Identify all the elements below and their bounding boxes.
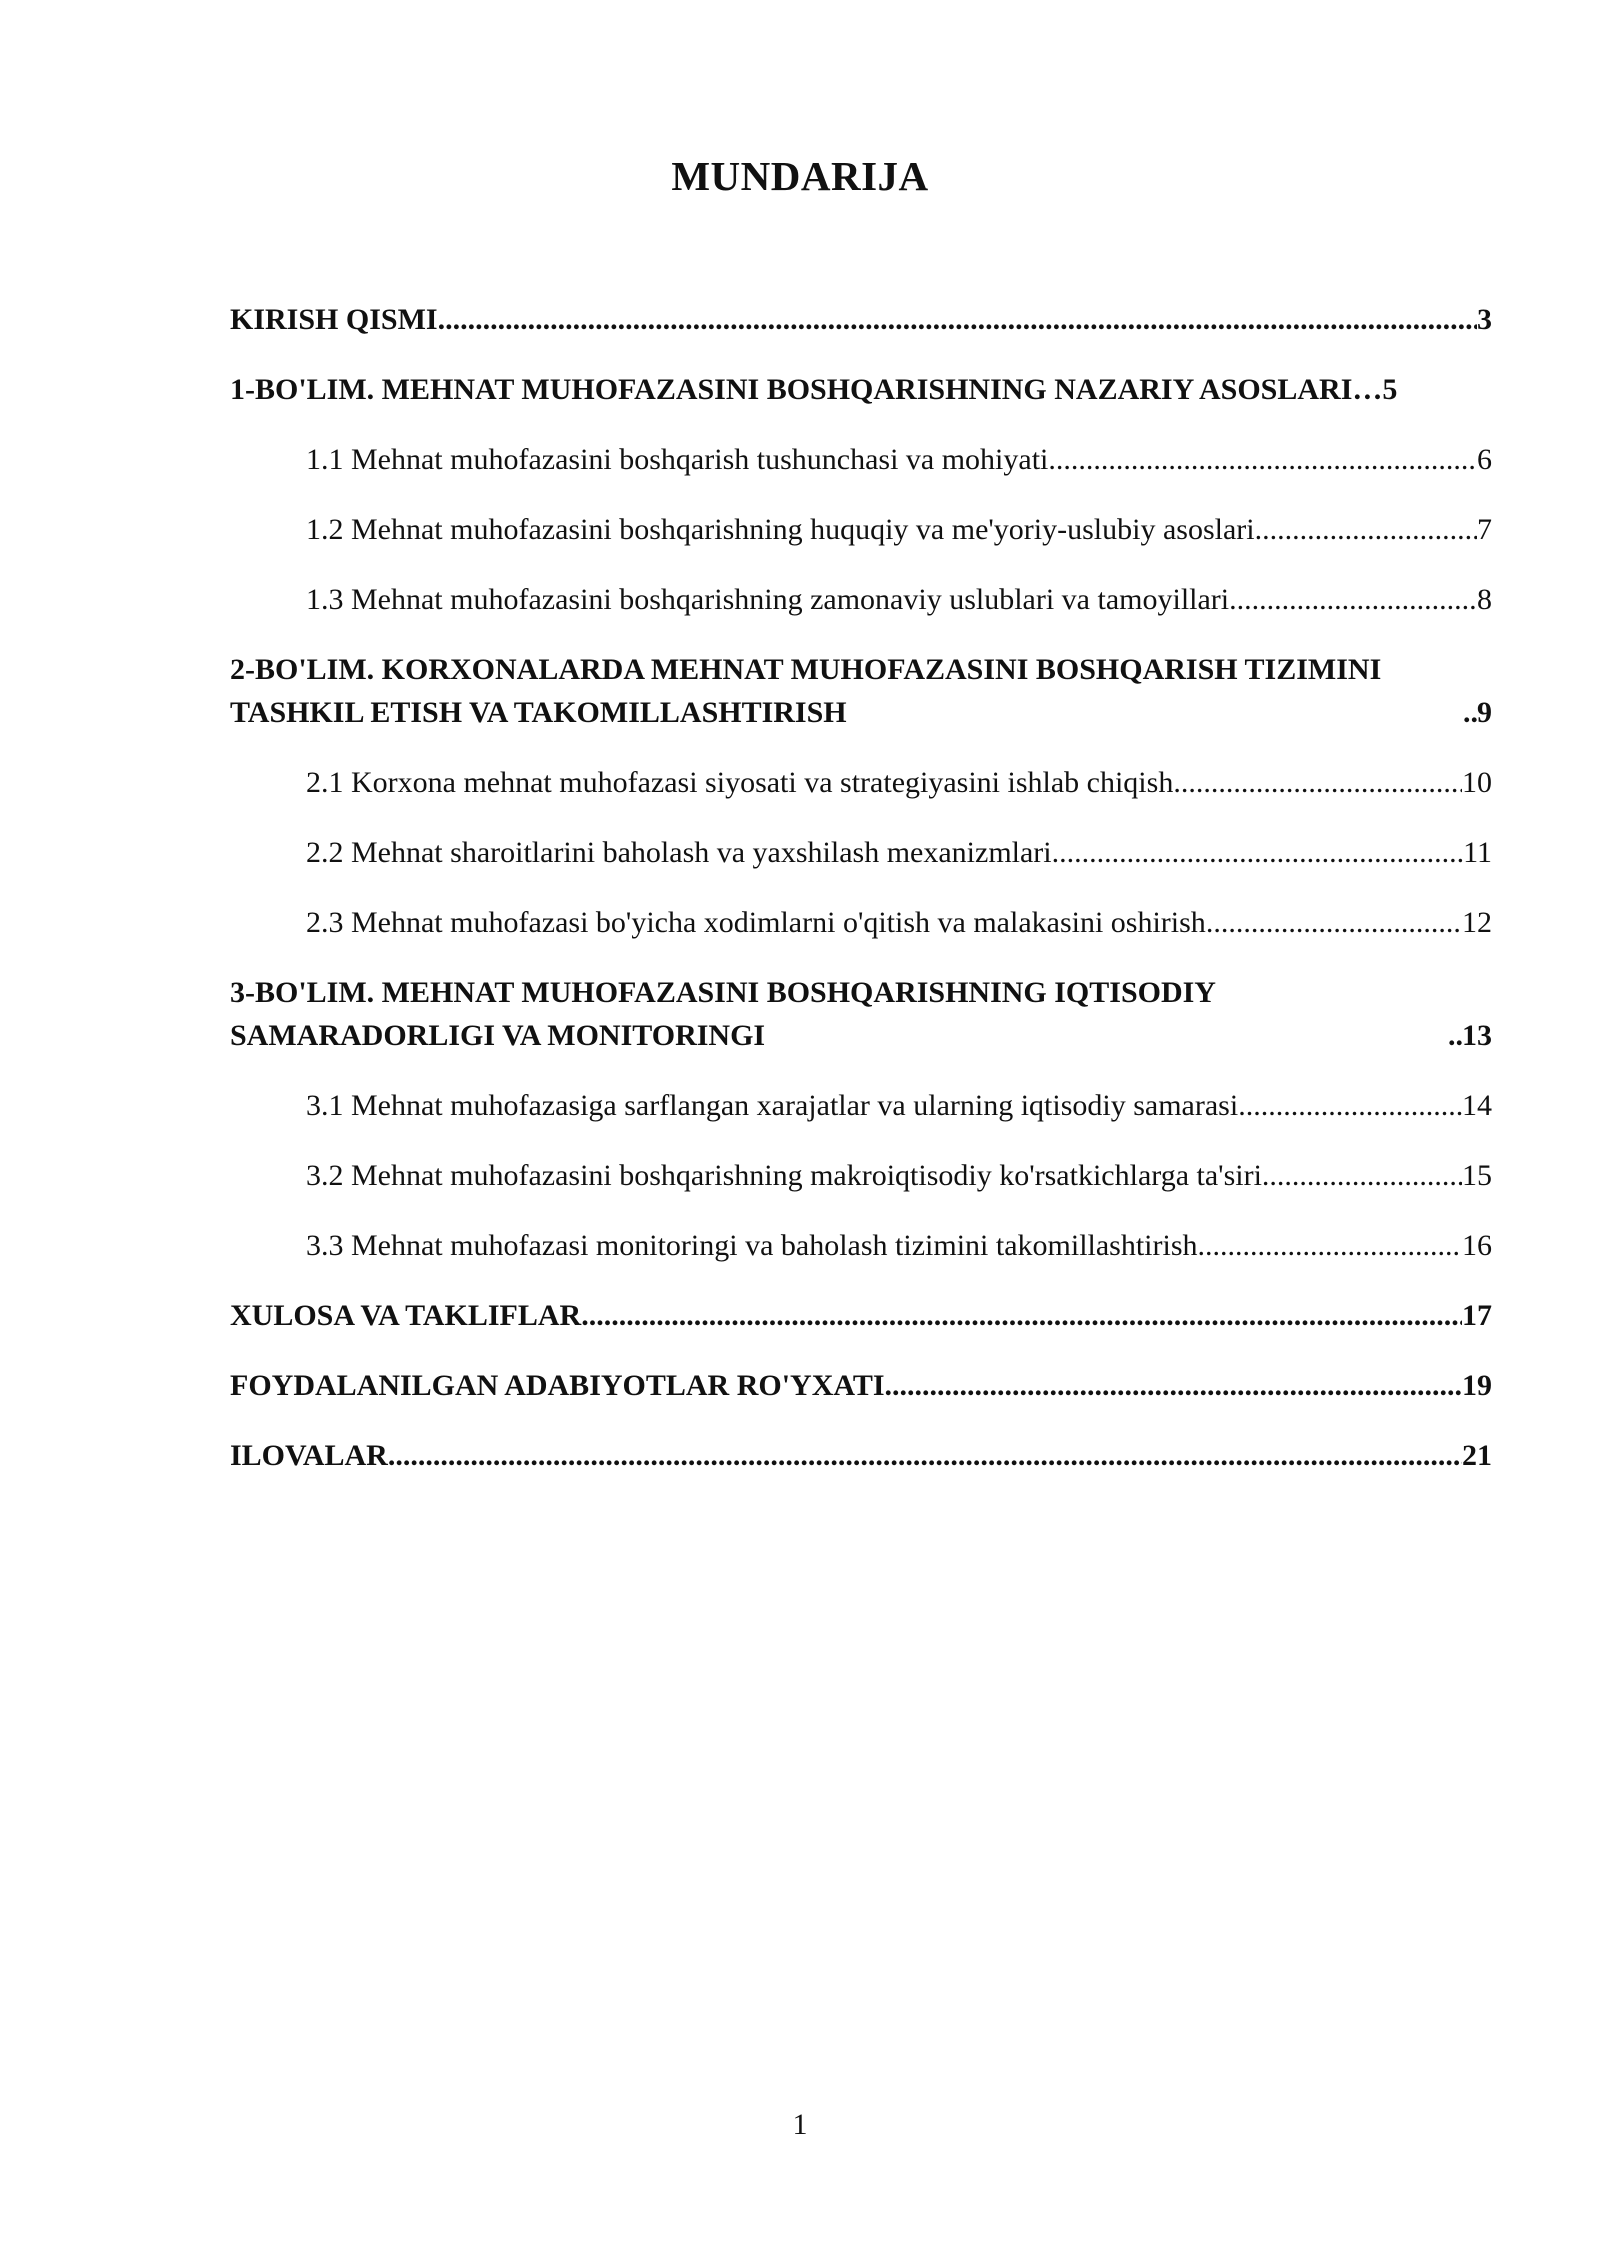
toc-dot-leader (1229, 578, 1477, 621)
toc-entry-page: 14 (1462, 1089, 1492, 1122)
toc-entry-label: 2.3 Mehnat muhofazasi bo'yicha xodimlarni o'qitish va malakasini oshirish (306, 906, 1206, 939)
toc-entry-references[interactable] (230, 1364, 1492, 1407)
toc-dot-leader (1206, 901, 1462, 944)
toc-entry-label: 1.2 Mehnat muhofazasini boshqarishning huquqiy va me'yoriy-uslubiy asoslari (306, 513, 1255, 546)
toc-entry-section-1-3[interactable] (230, 578, 1492, 621)
toc-entry-page: 7 (1477, 513, 1492, 546)
toc-entry-page: 10 (1462, 766, 1492, 799)
toc-dot-leader (388, 1434, 1462, 1477)
toc-entry-label: 3.2 Mehnat muhofazasini boshqarishning makroiqtisodiy ko'rsatkichlarga ta'siri (306, 1159, 1262, 1192)
toc-dot-leader (1463, 691, 1477, 734)
toc-dot-leader (581, 1294, 1462, 1337)
toc-dot-leader (1255, 508, 1477, 551)
toc-entry-label: 1.3 Mehnat muhofazasini boshqarishning zamonaviy uslublari va tamoyillari (306, 583, 1230, 616)
toc-dot-leader (1048, 438, 1477, 481)
toc-entry-label: 2.1 Korxona mehnat muhofazasi siyosati va strategiyasini ishlab chiqish (306, 766, 1174, 799)
toc-entry-page: 11 (1463, 836, 1492, 869)
toc-entry-page: 8 (1477, 583, 1492, 616)
toc-entry-page: 13 (1462, 1019, 1492, 1052)
toc-entry-page: 12 (1462, 906, 1492, 939)
toc-entry-label: KIRISH QISMI (230, 303, 438, 336)
toc-entry-label: XULOSA VA TAKLIFLAR (230, 1299, 582, 1332)
toc-entry-label: ILOVALAR (230, 1439, 388, 1472)
page-title: MUNDARIJA (671, 153, 929, 199)
toc-entry-chapter-3[interactable] (230, 971, 1492, 1057)
toc-entry-section-2-1[interactable] (230, 761, 1492, 804)
toc-entry-page: 3 (1477, 303, 1492, 336)
toc-entry-label: 1-BO'LIM. MEHNAT MUHOFAZASINI BOSHQARISHNING NAZARIY ASOSLARI… (230, 373, 1383, 406)
toc-dot-leader (1238, 1084, 1462, 1127)
toc-entry-page: 15 (1462, 1159, 1492, 1192)
toc-dot-leader (1052, 831, 1463, 874)
toc-entry-introduction[interactable] (230, 298, 1492, 341)
toc-entry-section-3-1[interactable] (230, 1084, 1492, 1127)
toc-entry-conclusion[interactable] (230, 1294, 1492, 1337)
toc-entry-section-1-2[interactable] (230, 508, 1492, 551)
toc-entry-page: 19 (1462, 1369, 1492, 1402)
toc-entry-label: 3.3 Mehnat muhofazasi monitoringi va baholash tizimini takomillashtirish (306, 1229, 1198, 1262)
toc-entry-label: 2-BO'LIM. KORXONALARDA MEHNAT MUHOFAZASINI BOSHQARISH TIZIMINI TASHKIL ETISH VA TAKOMILLASHTIRISH (230, 653, 1382, 729)
toc-entry-appendices[interactable] (230, 1434, 1492, 1477)
page-number: 1 (792, 2108, 808, 2141)
toc-entry-page: 5 (1382, 373, 1398, 406)
toc-entry-label: 2.2 Mehnat sharoitlarini baholash va yaxshilash mexanizmlari (306, 836, 1052, 869)
toc-entry-section-3-3[interactable] (230, 1224, 1492, 1267)
toc-entry-section-3-2[interactable] (230, 1154, 1492, 1197)
toc-dot-leader (1262, 1154, 1462, 1197)
toc-entry-page: 21 (1462, 1439, 1492, 1472)
toc-entry-page: 9 (1477, 696, 1492, 729)
toc-entry-section-2-2[interactable] (230, 831, 1492, 874)
toc-entry-label: FOYDALANILGAN ADABIYOTLAR RO'YXATI (230, 1369, 885, 1402)
toc-entry-section-2-3[interactable] (230, 901, 1492, 944)
toc-entry-label: 3.1 Mehnat muhofazasiga sarflangan xarajatlar va ularning iqtisodiy samarasi (306, 1089, 1239, 1122)
toc-entry-page: 17 (1462, 1299, 1492, 1332)
toc-dot-leader (1173, 761, 1462, 804)
toc-entry-section-1-1[interactable] (230, 438, 1492, 481)
toc-dot-leader (1448, 1014, 1462, 1057)
toc-entry-chapter-2[interactable] (230, 648, 1492, 734)
toc-entry-page: 6 (1477, 443, 1492, 476)
toc-dot-leader (438, 298, 1477, 341)
toc-entry-page: 16 (1462, 1229, 1492, 1262)
toc-entry-label: 3-BO'LIM. MEHNAT MUHOFAZASINI BOSHQARISHNING IQTISODIY SAMARADORLIGI VA MONITORINGI (230, 976, 1215, 1052)
toc-dot-leader (1198, 1224, 1462, 1267)
table-of-contents (230, 298, 1492, 1504)
toc-entry-label: 1.1 Mehnat muhofazasini boshqarish tushunchasi va mohiyati (306, 443, 1049, 476)
toc-dot-leader (885, 1364, 1462, 1407)
toc-entry-chapter-1[interactable] (230, 368, 1492, 411)
